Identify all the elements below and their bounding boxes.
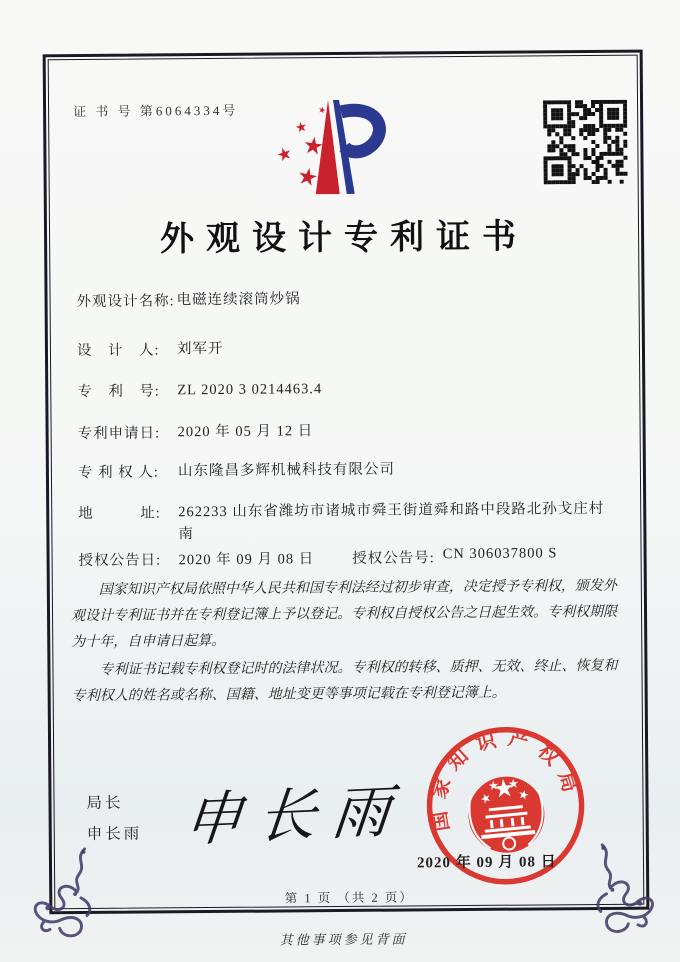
field-row-patentee <box>78 457 618 484</box>
field-value: 262233 山东省潍坊市诸城市舜王街道舜和路中段路北孙戈庄村南 <box>178 500 605 543</box>
body-text <box>71 574 618 712</box>
seal-date: 2020 年 09 月 08 日 <box>416 854 557 872</box>
signature-autograph: 申长雨 <box>180 778 410 854</box>
seal-emblem <box>465 773 548 856</box>
field-row-patent-number <box>77 376 617 403</box>
field-row-address <box>78 498 618 547</box>
certificate-title: 外观设计专利证书 <box>159 218 529 259</box>
field-label: 授权公告号: <box>352 550 435 567</box>
field-value: ZL 2020 3 0214463.4 <box>177 381 323 399</box>
certificate-number: 证 书 号 第6064334号 <box>73 102 239 120</box>
body-paragraph-1: 国家知识产权局依照中华人民共和国专利法经过初步审查，决定授予专利权，颁发外观设计专利证书并在专利登记簿上予以登记。专利权自授权公告之日起生效。专利权期限为十年，自申请日起算。 <box>70 578 618 650</box>
field-label: 授权公告日: <box>78 552 162 570</box>
page-footer: 第 1 页 （共 2 页） <box>284 890 414 906</box>
field-row-filing-date <box>78 418 618 445</box>
field-value: CN 306037800 S <box>442 545 558 563</box>
field-value: 刘军开 <box>176 340 224 358</box>
field-row-design-name <box>76 286 616 313</box>
signer-block <box>86 788 142 850</box>
field-row-grant <box>79 545 619 570</box>
field-row-designer <box>77 335 617 362</box>
qr-code-icon <box>543 100 628 185</box>
field-value: 2020 年 09 月 08 日 <box>178 551 315 569</box>
field-label: 专 利 权 人: <box>77 464 159 482</box>
signer-title: 局长 <box>86 794 124 813</box>
field-value: 山东隆昌多辉机械科技有限公司 <box>177 461 395 480</box>
field-label: 地 址: <box>78 505 161 523</box>
field-label: 专 利 号: <box>77 383 160 401</box>
field-value: 电磁连续滚筒炒锅 <box>176 291 301 309</box>
field-value: 2020 年 05 月 12 日 <box>177 423 314 441</box>
field-label: 设 计 人: <box>76 342 160 360</box>
corner-ornament-right-icon <box>575 839 664 935</box>
field-group-grant-number <box>352 545 557 568</box>
cnipa-logo-icon <box>265 94 401 205</box>
corner-ornament-left-icon <box>24 844 113 940</box>
field-label: 专利申请日: <box>77 425 161 443</box>
signer-name: 申长雨 <box>86 825 143 843</box>
body-paragraph-2: 专利证书记载专利权登记时的法律状况。专利权的转移、质押、无效、终止、恢复和专利权人的姓名或名称、国籍、地址变更等事项记载在专利登记簿上。 <box>71 658 618 704</box>
seal-ring-text: 国家知识产权局 <box>427 727 584 833</box>
back-note: 其他事项参见背面 <box>279 931 408 948</box>
field-label: 外观设计名称: <box>76 293 175 311</box>
